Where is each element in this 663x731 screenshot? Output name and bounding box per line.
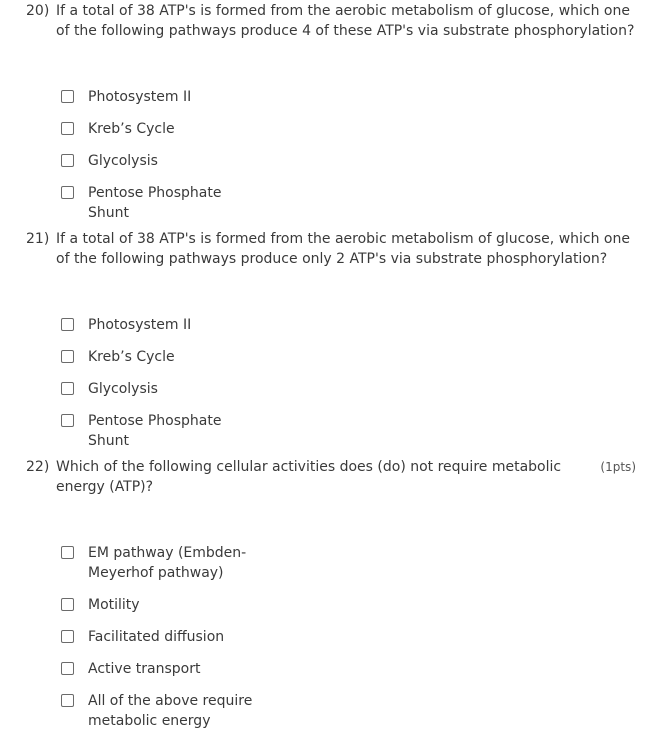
question-header <box>26 457 636 497</box>
option-label: Motility <box>88 597 140 613</box>
question-text: If a total of 38 ATP's is formed from the aerobic metabolism of glucose, which one of the following pathways produce 4 of these ATP's via substrate phosphorylation? <box>56 3 635 39</box>
question-text: If a total of 38 ATP's is formed from the aerobic metabolism of glucose, which one of the following pathways produce only 2 ATP's via substrate phosphorylation? <box>56 231 630 267</box>
option-em-pathway[interactable] <box>61 543 303 583</box>
question-number: 22) <box>26 459 50 475</box>
question-21 <box>26 229 636 449</box>
option-krebs-cycle[interactable] <box>61 119 318 139</box>
option-label: Pentose Phosphate Shunt <box>88 185 222 221</box>
checkbox[interactable] <box>61 662 74 675</box>
option-facilitated-diffusion[interactable] <box>61 627 318 647</box>
question-header <box>26 1 636 41</box>
checkbox[interactable] <box>61 694 74 707</box>
checkbox[interactable] <box>61 350 74 363</box>
option-label: All of the above require metabolic energy <box>88 693 253 729</box>
option-label: Glycolysis <box>88 381 158 397</box>
question-number: 21) <box>26 231 50 247</box>
option-label: EM pathway (Embden-Meyerhof pathway) <box>88 545 247 581</box>
question-20 <box>26 1 636 221</box>
option-label: Glycolysis <box>88 153 158 169</box>
checkbox[interactable] <box>61 90 74 103</box>
option-label: Kreb’s Cycle <box>88 349 175 365</box>
option-glycolysis[interactable] <box>61 379 318 399</box>
option-pentose-phosphate-shunt[interactable] <box>61 411 228 451</box>
option-label: Pentose Phosphate Shunt <box>88 413 222 449</box>
checkbox[interactable] <box>61 318 74 331</box>
checkbox[interactable] <box>61 598 74 611</box>
question-number: 20) <box>26 3 50 19</box>
question-header <box>26 229 636 269</box>
option-label: Kreb’s Cycle <box>88 121 175 137</box>
option-photosystem-ii[interactable] <box>61 315 318 335</box>
option-label: Photosystem II <box>88 89 192 105</box>
question-22 <box>26 457 636 729</box>
option-active-transport[interactable] <box>61 659 318 679</box>
option-krebs-cycle[interactable] <box>61 347 318 367</box>
checkbox[interactable] <box>61 186 74 199</box>
option-glycolysis[interactable] <box>61 151 318 171</box>
checkbox[interactable] <box>61 414 74 427</box>
option-label: Facilitated diffusion <box>88 629 225 645</box>
option-label: Photosystem II <box>88 317 192 333</box>
option-all-of-the-above[interactable] <box>61 691 316 731</box>
checkbox[interactable] <box>61 382 74 395</box>
checkbox[interactable] <box>61 630 74 643</box>
option-pentose-phosphate-shunt[interactable] <box>61 183 228 223</box>
question-text: Which of the following cellular activities does (do) not require metabolic energy (ATP)? <box>56 459 562 495</box>
checkbox[interactable] <box>61 546 74 559</box>
option-photosystem-ii[interactable] <box>61 87 318 107</box>
checkbox[interactable] <box>61 154 74 167</box>
checkbox[interactable] <box>61 122 74 135</box>
option-label: Active transport <box>88 661 201 677</box>
question-points: (1pts) <box>600 460 636 474</box>
option-motility[interactable] <box>61 595 318 615</box>
